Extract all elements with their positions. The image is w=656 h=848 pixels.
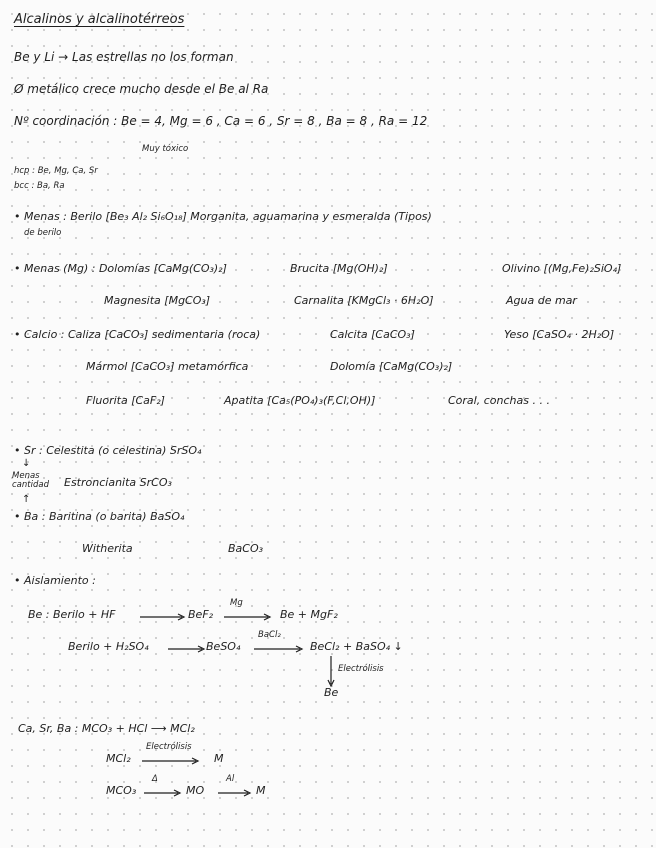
calcio-3: Yeso [CaSO₄ · 2H₂O] [504, 328, 615, 341]
sr-2: Estroncianita SrCO₃ [64, 476, 172, 489]
reaction-arrow-4 [252, 644, 304, 654]
metallic-radius-line: Ø metálico crece mucho desde el Be al Ra [14, 82, 269, 96]
menas-be-line: • Menas : Berilo [Be₃ Al₂ Si₆O₁₈] Morganita, aguamarina y esmeralda (Tipos) [14, 210, 432, 223]
aisl-1b: BeF₂ [188, 608, 214, 621]
aisl-4: Be [324, 686, 339, 699]
sr-menas-note: Menas cantidad [12, 471, 49, 491]
aisl-1c: Mg [230, 598, 243, 608]
calcio-4: Mármol [CaCO₃] metamórfica [86, 360, 249, 373]
ba-2: Witherita [82, 542, 133, 555]
electrolysis-arrow [326, 656, 336, 688]
menas-mg-2: Brucita [Mg(OH)₂] [290, 262, 388, 275]
menas-mg-4: Magnesita [MgCO₃] [104, 294, 211, 307]
calcio-7: Apatita [Ca₅(PO₄)₃(F,Cl,OH)] [224, 394, 376, 407]
csb-3d: Al [226, 774, 235, 784]
bcc-line: bcc : Ba, Ra [14, 181, 65, 191]
csb-1: Ca, Sr, Ba : MCO₃ + HCl ⟶ MCl₂ [18, 722, 195, 735]
aisl-2a: Berilo + H₂SO₄ [68, 640, 149, 653]
calcio-1: • Calcio : Caliza [CaCO₃] sedimentaria (roca) [14, 328, 261, 341]
csb-3e: M [256, 784, 266, 797]
ba-1: • Ba : Baritina (o barita) BaSO₄ [14, 510, 185, 523]
csb-2c: M [214, 752, 224, 765]
toxic-note: Muy tóxico [142, 144, 189, 154]
aisl-2b: BeSO₄ [206, 640, 241, 653]
calcio-5: Dolomía [CaMg(CO₃)₂] [330, 360, 453, 373]
up-arrow-icon: ↑ [22, 494, 31, 505]
reaction-arrow-2 [222, 612, 272, 622]
reaction-arrow-1 [138, 612, 186, 622]
reaction-arrow-7 [216, 788, 252, 798]
menas-mg-6: Agua de mar [506, 294, 577, 307]
aislamiento-title: • Aislamiento : [14, 574, 96, 587]
calcio-8: Coral, conchas . . . [448, 394, 550, 407]
aisl-3: Electrólisis [338, 664, 384, 674]
aisl-2c: BaCl₂ [258, 630, 281, 640]
calcio-2: Calcita [CaCO₃] [330, 328, 415, 341]
page-title: Alcalinos y alcalinotérreos [14, 12, 185, 27]
csb-2a: MCl₂ [106, 752, 131, 765]
csb-2b: Electrólisis [146, 742, 192, 752]
aisl-2d: BeCl₂ + BaSO₄ ↓ [310, 640, 403, 653]
reaction-arrow-6 [142, 788, 182, 798]
menas-mg-1: • Menas (Mg) : Dolomías [CaMg(CO₃)₂] [14, 262, 227, 275]
sr-1: • Sr : Celestita (o celestina) SrSO₄ [14, 444, 202, 457]
reaction-arrow-3 [166, 644, 206, 654]
coordination-line: Nº coordinación : Be = 4, Mg = 6 , Ca = 6 , Sr = 8 , Ba = 8 , Ra = 12 [14, 114, 428, 128]
menas-be-sub: de berilo [24, 228, 62, 238]
csb-3b: Δ [152, 774, 158, 784]
down-arrow-icon: ↓ [22, 458, 31, 469]
csb-3c: MO [186, 784, 205, 797]
menas-mg-5: Carnalita [KMgCl₃ · 6H₂O] [294, 294, 434, 307]
aisl-1d: Be + MgF₂ [280, 608, 338, 621]
aisl-1a: Be : Berilo + HF [28, 608, 116, 621]
ba-2-formula: BaCO₃ [228, 542, 264, 555]
reaction-arrow-5 [140, 756, 200, 766]
hcp-line: hcp : Be, Mg, Ca, Sr [14, 166, 98, 176]
calcio-6: Fluorita [CaF₂] [86, 394, 165, 407]
csb-3a: MCO₃ [106, 784, 137, 797]
menas-mg-3: Olivino [(Mg,Fe)₂SiO₄] [502, 262, 622, 275]
be-li-line: Be y Li → Las estrellas no los forman [14, 50, 234, 64]
